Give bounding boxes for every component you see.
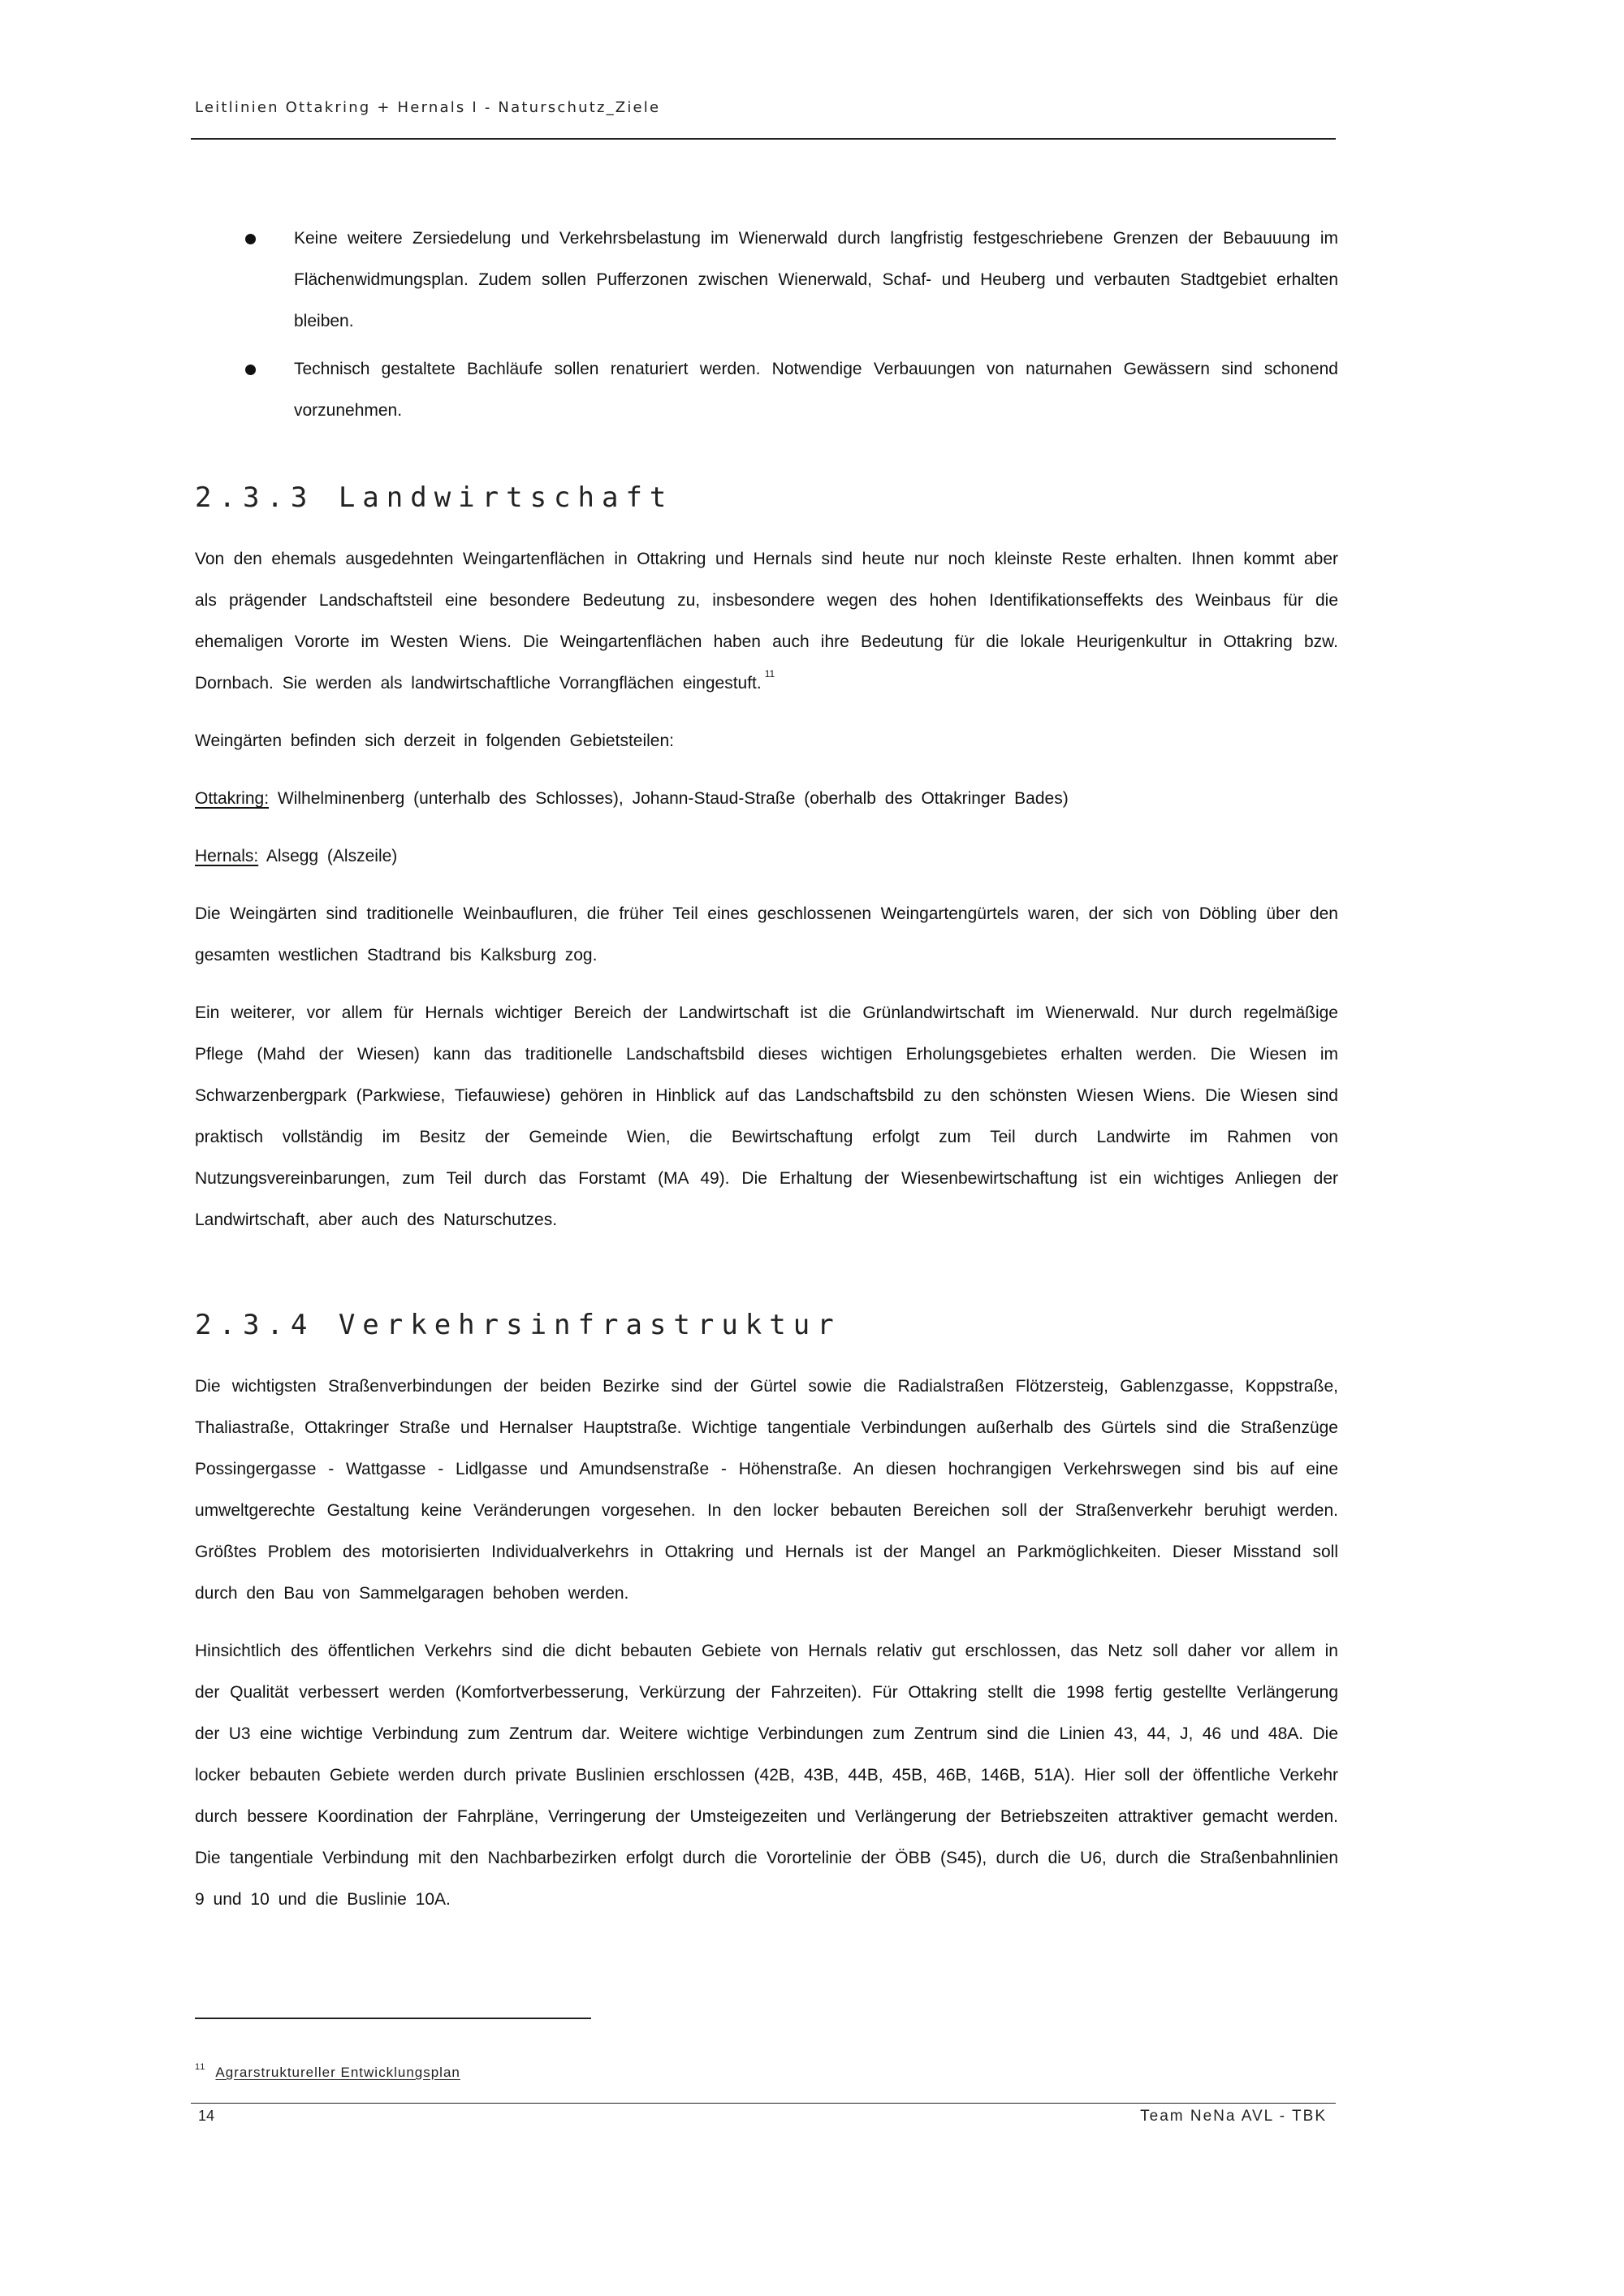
paragraph-text: Von den ehemals ausgedehnten Weingartenflächen in Ottakring und Hernals sind heute nur noch kleinste Reste erhalten. Ihnen kommt aber als prägender Landschaftsteil eine besondere Bedeutung zu, insbesondere wegen des hohen Identifikationseffekts des Weinbaus für die ehemaligen Vororte im Westen Wiens. Die Weingartenflächen haben auch ihre Bedeutung für die lokale Heurigenkultur in Ottakring bzw. Dornbach. Sie werden als landwirtschaftliche Vorrangflächen eingestuft.: [195, 550, 1338, 693]
page-number: 14: [198, 2108, 215, 2124]
bullet-list: [195, 218, 1338, 431]
paragraph-oeffentlicher-verkehr: Hinsichtlich des öffentlichen Verkehrs sind die dicht bebauten Gebiete von Hernals relativ gut erschlossen, das Netz soll daher vor allem in der Qualität verbessert werden (Komfortverbesserung, Verkürzung der Fahrzeiten). Für Ottakring stellt die 1998 fertig gestellte Verlängerung der U3 eine wichtige Verbindung zum Zentrum dar. Weitere wichtige Verbindungen zum Zentrum sind die Linien 43, 44, J, 46 und 48A. Die locker bebauten Gebiete werden durch private Buslinien erschlossen (42B, 43B, 44B, 45B, 46B, 146B, 51A). Hier soll der öffentliche Verkehr durch bessere Koordination der Fahrpläne, Verringerung der Umsteigezeiten und Verlängerung der Betriebszeiten attraktiver gemacht werden. Die tangentiale Verbindung mit den Nachbarbezirken erfolgt durch die Vorortelinie der ÖBB (S45), durch die U6, durch die Straßenbahnlinien 9 und 10 und die Buslinie 10A.: [195, 1642, 1338, 1909]
paragraph-weinbaufluren: Die Weingärten sind traditionelle Weinbaufluren, die früher Teil eines geschlossenen Weingartengürtels waren, der sich von Döbling über den gesamten westlichen Stadtrand bis Kalksburg zog.: [195, 904, 1338, 965]
paragraph-ottakring: [195, 778, 1338, 819]
district-text-hernals: Alsegg (Alszeile): [266, 847, 398, 865]
bullet-text: Keine weitere Zersiedelung und Verkehrsbelastung im Wienerwald durch langfristig festgeschriebene Grenzen der Bebauuung im Flächenwidmungsplan. Zudem sollen Pufferzonen zwischen Wienerwald, Schaf- und Heuberg und verbauten Stadtgebiet erhalten bleiben.: [294, 229, 1338, 330]
section-heading-landwirtschaft: 2.3.3 Landwirtschaft: [195, 481, 674, 514]
paragraph-weingartenflaechen: [195, 538, 1338, 704]
footer-team: Team NeNa AVL - TBK: [1140, 2108, 1327, 2125]
footnote-text: Agrarstruktureller Entwicklungsplan: [215, 2065, 460, 2080]
footnote-divider: [195, 2018, 591, 2019]
district-text-ottakring: Wilhelminenberg (unterhalb des Schlosses), Johann-Staud-Straße (oberhalb des Ottakringer Bades): [277, 789, 1069, 808]
footnote: [195, 2062, 460, 2081]
paragraph-gebietsteile: Weingärten befinden sich derzeit in folgenden Gebietsteilen:: [195, 732, 674, 750]
footnote-number: 11: [195, 2062, 206, 2072]
bullet-dot-icon: [245, 234, 256, 244]
bullet-item-zersiedelung: [195, 218, 1338, 342]
bullet-text: Technisch gestaltete Bachläufe sollen renaturiert werden. Notwendige Verbauungen von naturnahen Gewässern sind schonend vorzunehmen.: [294, 360, 1338, 420]
district-label-ottakring: Ottakring:: [195, 789, 270, 808]
paragraph-strassenverbindungen: Die wichtigsten Straßenverbindungen der beiden Bezirke sind der Gürtel sowie die Radialstraßen Flötzersteig, Gablenzgasse, Koppstraße, Thaliastraße, Ottakringer Straße und Hernalser Hauptstraße. Wichtige tangentiale Verbindungen außerhalb des Gürtels sind die Straßenzüge Possingergasse - Wattgasse - Lidlgasse und Amundsenstraße - Höhenstraße. An diesen hochrangigen Verkehrswegen sind bis auf eine umweltgerechte Gestaltung keine Veränderungen vorgesehen. In den locker bebauten Bereichen soll der Straßenverkehr beruhigt werden. Größtes Problem des motorisierten Individualverkehrs in Ottakring und Hernals ist der Mangel an Parkmöglichkeiten. Dieser Misstand soll durch den Bau von Sammelgaragen behoben werden.: [195, 1377, 1338, 1603]
section-heading-verkehrsinfrastruktur: 2.3.4 Verkehrsinfrastruktur: [195, 1309, 841, 1341]
header-divider: [191, 138, 1336, 140]
footnote-reference: 11: [764, 668, 775, 680]
page-body: [195, 218, 1338, 1936]
footer-divider: [191, 2103, 1336, 2104]
paragraph-gruenlandwirtschaft: Ein weiterer, vor allem für Hernals wichtiger Bereich der Landwirtschaft ist die Grünlandwirtschaft im Wienerwald. Nur durch regelmäßige Pflege (Mahd der Wiesen) kann das traditionelle Landschaftsbild dieses wichtigen Erholungsgebietes erhalten werden. Die Wiesen im Schwarzenbergpark (Parkwiese, Tiefauwiese) gehören in Hinblick auf das Landschaftsbild zu den schönsten Wiesen Wiens. Die Wiesen sind praktisch vollständig im Besitz der Gemeinde Wien, die Bewirtschaftung erfolgt zum Teil durch Landwirte im Rahmen von Nutzungsvereinbarungen, zum Teil durch das Forstamt (MA 49). Die Erhaltung der Wiesenbewirtschaftung ist ein wichtiges Anliegen der Landwirtschaft, aber auch des Naturschutzes.: [195, 1003, 1338, 1229]
bullet-item-bachlaeufe: [195, 348, 1338, 431]
bullet-dot-icon: [245, 365, 256, 375]
district-label-hernals: Hernals:: [195, 847, 259, 865]
paragraph-hernals: [195, 835, 1338, 877]
running-header: Leitlinien Ottakring + Hernals I - Naturschutz_Ziele: [195, 99, 661, 116]
